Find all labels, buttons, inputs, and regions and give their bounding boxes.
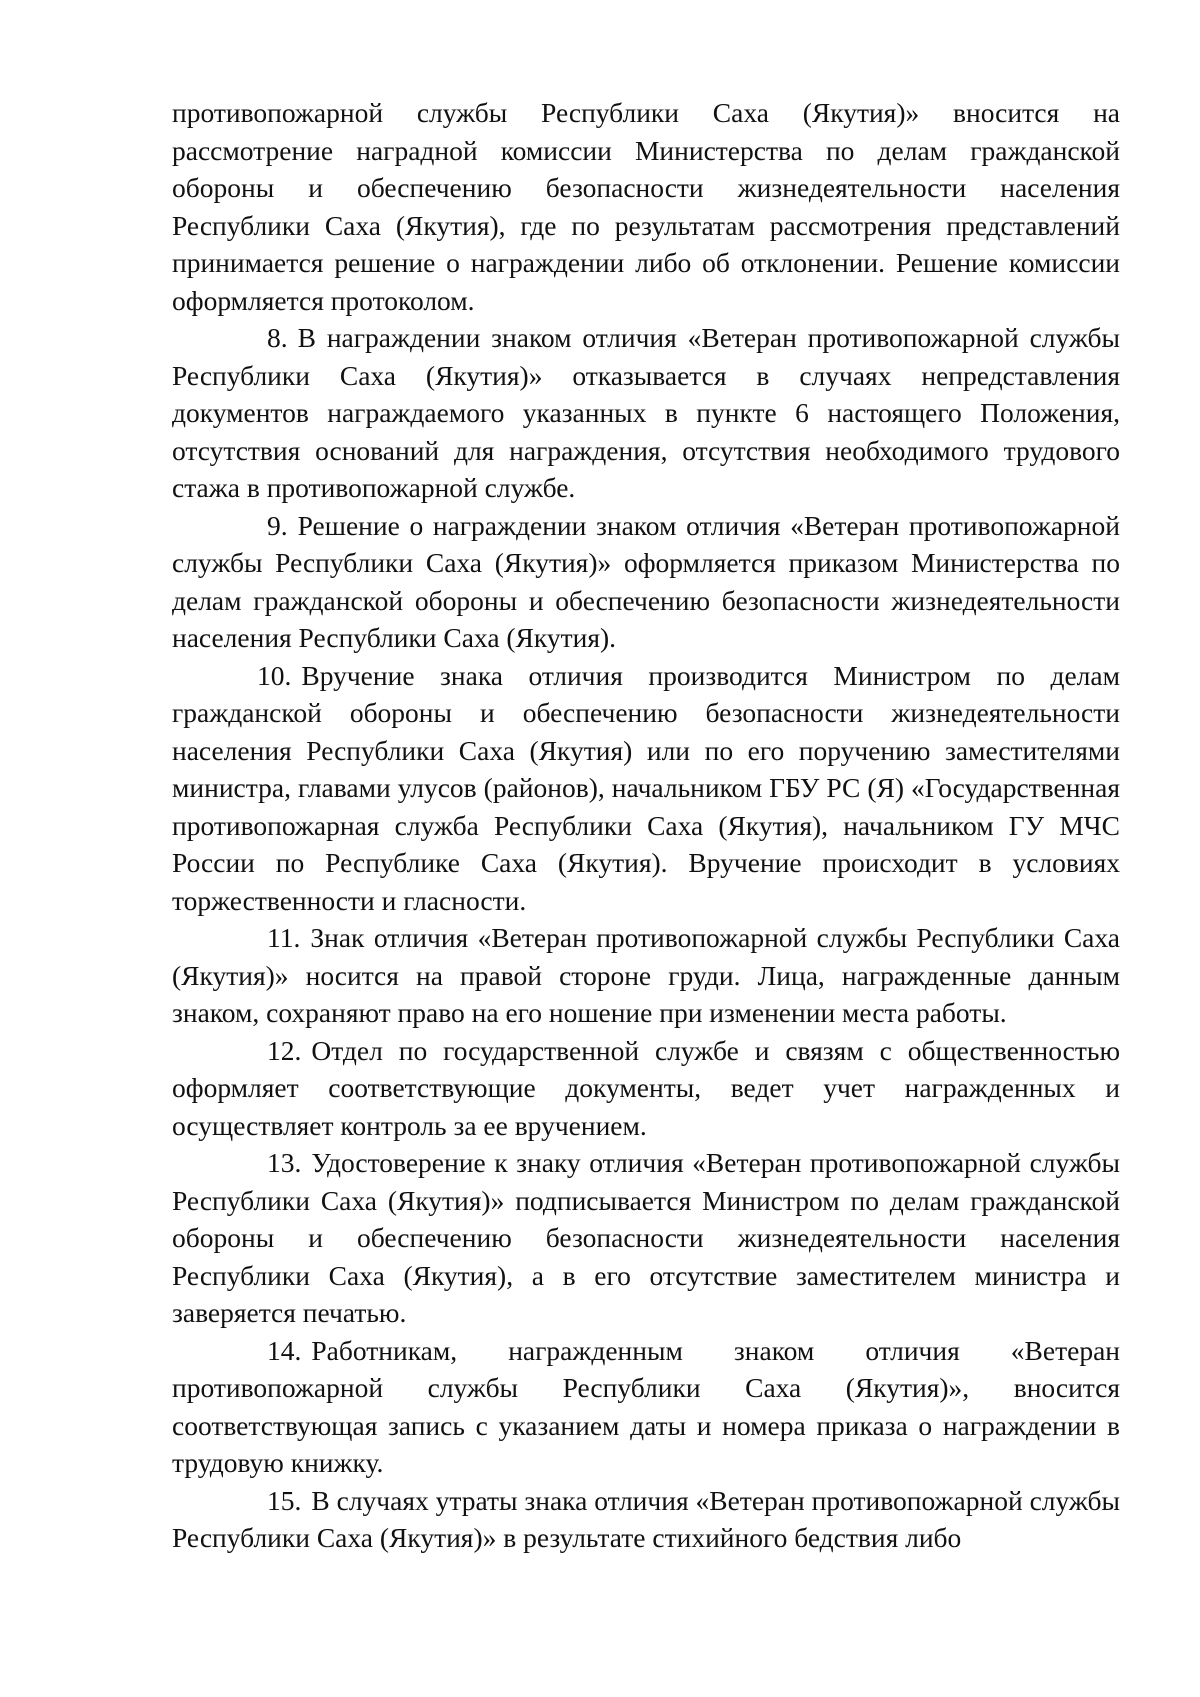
paragraph-12 bbox=[172, 1032, 1120, 1145]
paragraph-text: противопожарной службы Республики Саха (Якутия)» вносится на рассмотрение наградной комиссии Министерства по делам гражданской обороны и обеспечению безопасности жизнедеятельности населения Республики Саха (Якутия), где по результатам рассмотрения представлений принимается решение о награждении либо об отклонении. Решение комиссии оформляется протоколом. bbox=[172, 97, 1120, 316]
paragraph-9 bbox=[172, 507, 1120, 657]
paragraph-number: 9. bbox=[267, 509, 288, 541]
paragraph-text: Вручение знака отличия производится Министром по делам гражданской обороны и обеспечению безопасности жизнедеятельности населения Республики Саха (Якутия) или по его поручению заместителями министра, главами улусов (районов), начальником ГБУ РС (Я) «Государственная противопожарная служба Республики Саха (Якутия), начальником ГУ МЧС России по Республике Саха (Якутия). Вручение происходит в условиях торжественности и гласности. bbox=[172, 659, 1120, 916]
paragraph-text: Отдел по государственной службе и связям с общественностью оформляет соответствующие документы, ведет учет награжденных и осуществляет контроль за ее вручением. bbox=[172, 1034, 1120, 1141]
paragraph-number: 11. bbox=[267, 922, 301, 953]
paragraph-13 bbox=[172, 1144, 1120, 1332]
paragraph-text: Решение о награждении знаком отличия «Ветеран противопожарной службы Республики Саха (Якутия)» оформляется приказом Министерства по делам гражданской обороны и обеспечению безопасности жизнедеятельности населения Республики Саха (Якутия). bbox=[172, 509, 1120, 653]
paragraph-text: Удостоверение к знаку отличия «Ветеран противопожарной службы Республики Саха (Якутия)» подписывается Министром по делам гражданской обороны и обеспечению безопасности жизнедеятельности населения Республики Саха (Якутия), а в его отсутствие заместителем министра и заверяется печатью. bbox=[172, 1147, 1120, 1328]
paragraph-text: Работникам, награжденным знаком отличия «Ветеран противопожарной службы Республики Саха (Якутия)», вносится соответствующая запись с указанием даты и номера приказа о награждении в трудовую книжку. bbox=[172, 1334, 1120, 1478]
paragraph-number: 8. bbox=[267, 322, 288, 353]
paragraph-number: 13. bbox=[267, 1147, 302, 1178]
document-page bbox=[172, 94, 1120, 1557]
paragraph-text: В случаях утраты знака отличия «Ветеран противопожарной службы Республики Саха (Якутия)» в результате стихийного бедствия либо bbox=[172, 1484, 1120, 1553]
paragraph-14 bbox=[172, 1332, 1120, 1482]
paragraph-text: В награждении знаком отличия «Ветеран противопожарной службы Республики Саха (Якутия)» отказывается в случаях непредставления документов награждаемого указанных в пункте 6 настоящего Положения, отсутствия оснований для награждения, отсутствия необходимого трудового стажа в противопожарной службе. bbox=[172, 322, 1120, 503]
paragraph-7-continuation bbox=[172, 94, 1120, 319]
paragraph-15 bbox=[172, 1482, 1120, 1557]
paragraph-number: 10. bbox=[257, 659, 292, 691]
paragraph-number: 15. bbox=[267, 1484, 302, 1516]
paragraph-number: 14. bbox=[267, 1334, 302, 1366]
paragraph-text: Знак отличия «Ветеран противопожарной службы Республики Саха (Якутия)» носится на правой стороне груди. Лица, награжденные данным знаком, сохраняют право на его ношение при изменении места работы. bbox=[172, 922, 1120, 1028]
paragraph-11 bbox=[172, 919, 1120, 1032]
paragraph-10 bbox=[172, 657, 1120, 920]
paragraph-8 bbox=[172, 319, 1120, 507]
paragraph-number: 12. bbox=[267, 1034, 302, 1066]
